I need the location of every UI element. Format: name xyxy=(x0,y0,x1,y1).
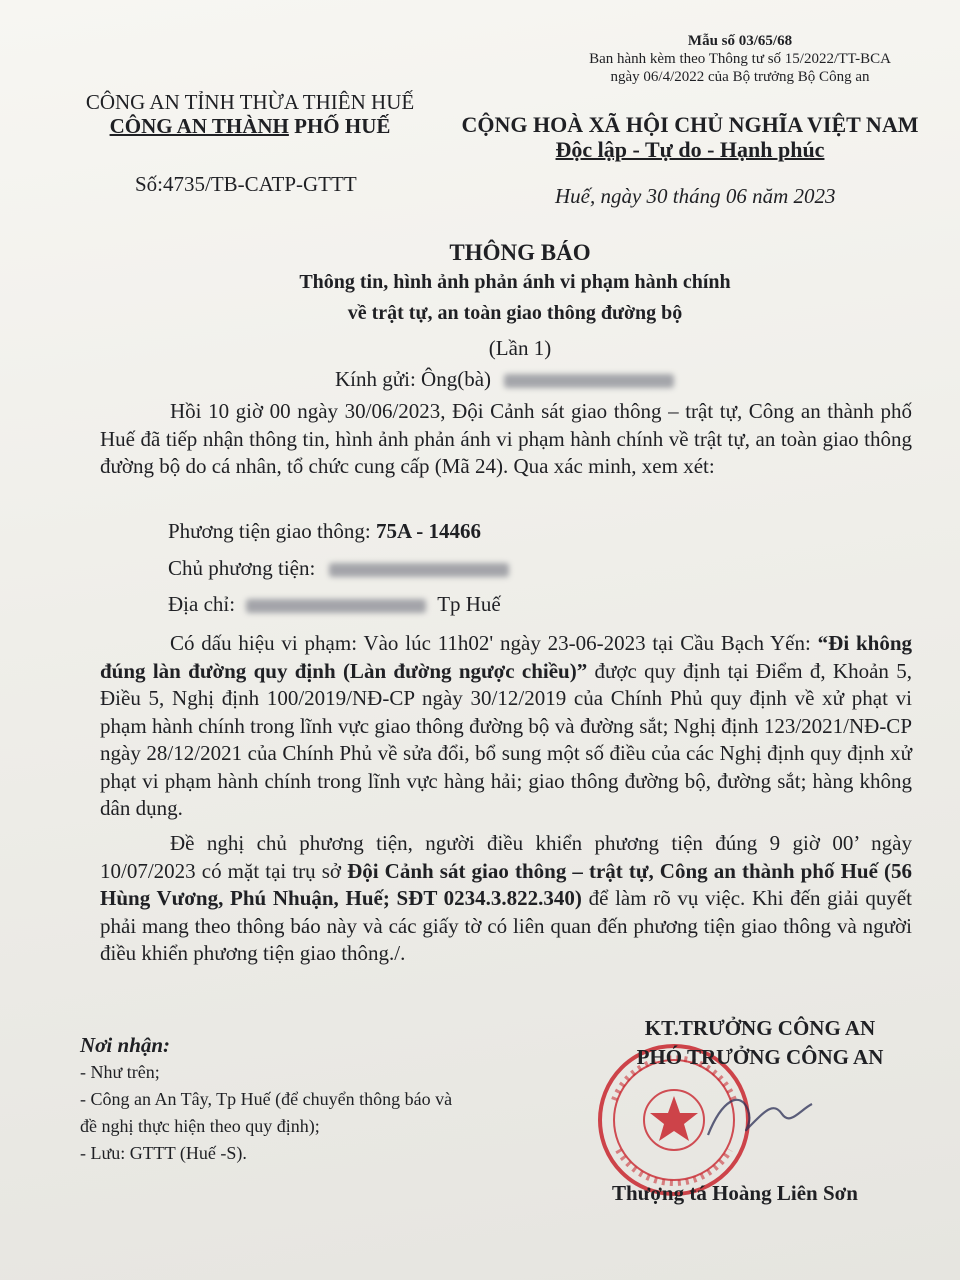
national-header xyxy=(455,112,925,162)
vehicle-plate: 75A - 14466 xyxy=(375,519,481,543)
violation-name: “Đi không đúng làn đường quy định (Làn đường ngược chiều)” xyxy=(100,631,912,683)
document-number: Số:4735/TB-CATP-GTTT xyxy=(135,172,357,196)
vehicle-label: Phương tiện giao thông: xyxy=(168,519,376,543)
signature-block xyxy=(600,1014,920,1072)
signature-title-1: KT.TRƯỞNG CÔNG AN xyxy=(644,1016,876,1040)
address-visible: Tp Huế xyxy=(437,592,501,616)
intro-paragraph: Hồi 10 giờ 00 ngày 30/06/2023, Đội Cảnh sát giao thông – trật tự, Công an thành phố Huế đã tiếp nhận thông tin, hình ảnh phản ánh vi phạm hành chính về trật tự, an toàn giao thông đường bộ do cá nhân, tổ chức cung cấp (Mã 24). Qua xác minh, xem xét: xyxy=(100,399,912,478)
form-issued-date: ngày 06/4/2022 của Bộ trưởng Bộ Công an xyxy=(610,69,870,85)
recipients-block xyxy=(80,1032,452,1167)
recipient-item: - Lưu: GTTT (Huế -S). xyxy=(80,1143,247,1163)
recipient-item: - Công an An Tây, Tp Huế (để chuyển thông báo và xyxy=(80,1089,453,1109)
violation-legal-basis: được quy định tại Điểm đ, Khoản 5, Điều 5, Nghị định 100/2019/NĐ-CP ngày 30/12/2019 của Chính Phủ quy định về xử phạt vi phạm hành chính trong lĩnh vực giao thông đường bộ và đường sắt; Nghị định 123/2021/NĐ-CP ngày 28/12/2021 của Chính Phủ về sửa đổi, bổ sung một số điều của các Nghị định quy định xử phạt vi phạm hành chính trong lĩnh vực hàng hải; giao thông đường bộ, đường sắt; hàng không dân dụng. xyxy=(100,658,912,820)
redacted-owner xyxy=(329,563,509,577)
owner-label: Chủ phương tiện: xyxy=(168,556,316,580)
request-part2: để làm rõ vụ việc. Khi đến giải quyết phải mang theo thông báo này và các giấy tờ có liên quan đến phương tiện giao thông và người điều khiển phương tiện giao thông./. xyxy=(100,886,912,965)
redacted-name xyxy=(504,374,674,388)
nation-motto: Độc lập - Tự do - Hạnh phúc xyxy=(555,137,825,162)
agency-name xyxy=(40,114,460,138)
request-place: Đội Cảnh sát giao thông – trật tự, Công an thành phố Huế (56 Hùng Vương, Phú Nhuận, Huế; SĐT 0234.3.822.340) xyxy=(100,858,912,910)
nation-name: CỘNG HOÀ XÃ HỘI CHỦ NGHĨA VIỆT NAM xyxy=(461,112,919,137)
handwritten-signature-icon xyxy=(700,1080,820,1150)
redacted-address xyxy=(246,599,426,613)
request-part1: Đề nghị chủ phương tiện, người điều khiển phương tiện đúng 9 giờ 00’ ngày 10/07/2023 có mặt tại trụ sở xyxy=(100,831,912,883)
form-number: Mẫu số 03/65/68 xyxy=(687,33,793,49)
occurrence-label: (Lần 1) xyxy=(488,336,552,360)
agency-header xyxy=(40,90,460,138)
address-line xyxy=(168,592,501,617)
agency-name-rest: PHỐ HUẾ xyxy=(288,114,391,138)
agency-parent: CÔNG AN TỈNH THỪA THIÊN HUẾ xyxy=(85,90,415,114)
document-subtitle-1: Thông tin, hình ảnh phản ánh vi phạm hành chính xyxy=(299,271,731,293)
owner-line xyxy=(168,556,509,581)
agency-name-underlined: CÔNG AN THÀNH xyxy=(109,114,289,138)
form-code-block xyxy=(560,32,920,86)
violation-intro: Có dấu hiệu vi phạm: Vào lúc 11h02' ngày 23-06-2023 tại Cầu Bạch Yến: xyxy=(170,631,811,655)
signer-name: Thượng tá Hoàng Liên Sơn xyxy=(612,1181,858,1205)
signature-title-2: PHÓ TRƯỞNG CÔNG AN xyxy=(636,1045,884,1069)
recipient-item: - Như trên; xyxy=(80,1062,160,1082)
recipient-item: đề nghị thực hiện theo quy định); xyxy=(80,1116,320,1136)
date-line: Huế, ngày 30 tháng 06 năm 2023 xyxy=(555,184,836,208)
recipient-label: Kính gửi: Ông(bà) xyxy=(335,367,492,391)
request-paragraph xyxy=(100,830,912,968)
violation-paragraph xyxy=(100,630,912,823)
vehicle-line xyxy=(168,519,481,544)
recipient-line xyxy=(335,367,674,392)
address-label: Địa chỉ: xyxy=(168,592,236,616)
document-title: THÔNG BÁO xyxy=(449,240,591,265)
recipients-heading: Nơi nhận: xyxy=(80,1033,171,1057)
nation-motto-line xyxy=(455,137,925,162)
document-subtitle-2: về trật tự, an toàn giao thông đường bộ xyxy=(347,302,683,324)
form-issued-with: Ban hành kèm theo Thông tư số 15/2022/TT-BCA xyxy=(589,51,891,67)
